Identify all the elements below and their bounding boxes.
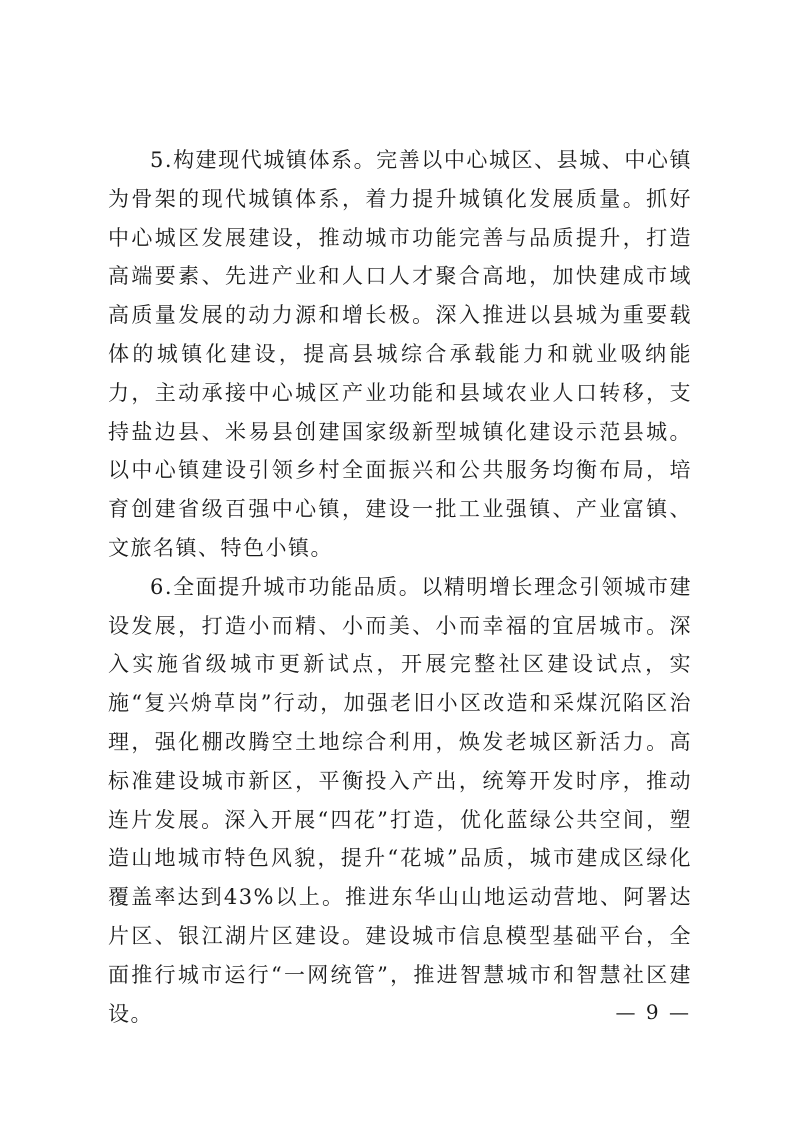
paragraph-urban-system: 5.构建现代城镇体系。完善以中心城区、县城、中心镇为骨架的现代城镇体系，着力提升城镇化发展质量。抓好中心城区发展建设，推动城市功能完善与品质提升，打造高端要素、先进产业和人口人才聚合高地，加快建成市域高质量发展的动力源和增长极。深入推进以县城为重要载体的城镇化建设，提高县城综合承载能力和就业吸纳能力，主动承接中心城区产业功能和县域农业人口转移，支持盐边县、米易县创建国家级新型城镇化建设示范县城。以中心镇建设引领乡村全面振兴和公共服务均衡布局，培育创建省级百强中心镇，建设一批工业强镇、产业富镇、文旅名镇、特色小镇。 [108, 148, 692, 560]
page-number: — 9 — [615, 1000, 691, 1024]
body-text [108, 141, 692, 1033]
paragraph-city-quality: 6.全面提升城市功能品质。以精明增长理念引领城市建设发展，打造小而精、小而美、小而幸福的宜居城市。深入实施省级城市更新试点，开展完整社区建设试点，实施“复兴烐草岗”行动，加强老旧小区改造和采煤沉陷区治理，强化棚改腾空土地综合利用，焕发老城区新活力。高标准建设城市新区，平衡投入产出，统筹开发时序，推动连片发展。深入开展“四花”打造，优化蓝绿公共空间，塑造山地城市特色风貌，提升“花城”品质，城市建成区绿化覆盖率达到43%以上。推进东华山山地运动营地、阿署达片区、银江湖片区建设。建设城市信息模型基础平台，全面推行城市运行“一网统管”，推进智慧城市和智慧社区建设。 [108, 574, 692, 1026]
